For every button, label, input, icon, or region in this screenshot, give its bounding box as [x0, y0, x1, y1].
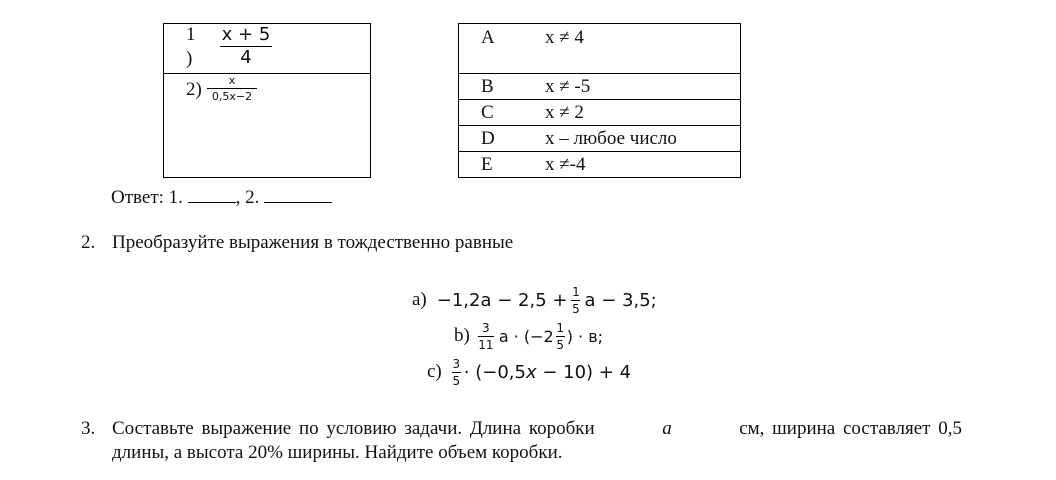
condition-letter: E [481, 154, 493, 175]
fraction-bar [207, 88, 257, 89]
expression-c-fraction [452, 358, 461, 387]
expression-b-post: ) · в; [566, 326, 604, 346]
fraction-denominator: 11 [478, 337, 494, 352]
expression-c [427, 354, 631, 390]
expression-c-post: − 10) + 4 [536, 361, 632, 383]
task-3-line-2: длины, а высота 20% ширины. Найдите объем коробки. [112, 442, 563, 463]
expression-a-fraction [571, 286, 580, 315]
fraction-bar [571, 300, 580, 301]
fraction-numerator: 3 [482, 320, 490, 335]
condition-text: x ≠ 4 [545, 27, 584, 48]
fraction-bar [452, 372, 461, 373]
task-3-text-b: см, ширина составляет 0,5 [739, 418, 962, 439]
expression-c-label: c) [427, 361, 442, 382]
fraction-denominator: 5 [556, 337, 565, 352]
expression-c-variable: x [525, 361, 537, 383]
condition-letter: A [481, 27, 495, 48]
task-2-number: 2. [81, 232, 96, 253]
expression-b-mid: a · (−2 [498, 326, 554, 346]
expression-2-number: 2) [186, 79, 202, 100]
condition-text: x ≠-4 [545, 154, 586, 175]
fraction-numerator: x + 5 [221, 24, 271, 45]
condition-letter: D [481, 128, 495, 149]
expression-1-fraction [220, 26, 272, 67]
condition-letter: C [481, 102, 494, 123]
condition-text: x ≠ 2 [545, 102, 584, 123]
expression-2-fraction [207, 75, 257, 102]
expression-c-mid: · (−0,5 [463, 361, 526, 383]
answer-blank-2[interactable] [264, 183, 332, 203]
expression-a-post: a − 3,5; [584, 289, 657, 311]
expression-b-label: b) [454, 325, 470, 346]
expression-b-fraction [478, 322, 494, 351]
answer-line [111, 183, 332, 209]
condition-letter: B [481, 76, 494, 97]
fraction-denominator: 0,5x−2 [211, 90, 253, 103]
task-2-title: Преобразуйте выражения в тождественно равные [112, 232, 514, 253]
expression-a [412, 283, 657, 317]
condition-text: x ≠ -5 [545, 76, 591, 97]
task-3-text-a: Составьте выражение по условию задачи. Длина коробки [112, 418, 595, 439]
task-3-variable: a [662, 418, 672, 439]
expression-a-pre: −1,2a − 2,5 + [436, 289, 568, 311]
fraction-bar [556, 336, 565, 337]
fraction-bar [478, 336, 494, 337]
fraction-numerator: 1 [572, 284, 580, 299]
expression-b-mixed-fraction [556, 322, 565, 351]
expression-1-paren: ) [186, 48, 193, 69]
answer-blank-1[interactable] [188, 183, 236, 203]
expression-b [454, 318, 603, 354]
expression-a-label: a) [412, 289, 427, 310]
fraction-denominator: 5 [572, 301, 580, 316]
answer-label: Ответ: 1. [111, 187, 183, 208]
task-3-number: 3. [81, 418, 96, 439]
fraction-denominator: 5 [452, 373, 461, 388]
fraction-numerator: x [228, 74, 236, 87]
answer-separator: , 2. [235, 187, 260, 208]
fraction-denominator: 4 [240, 47, 252, 68]
expression-1-number: 1 [186, 24, 196, 45]
fraction-numerator: 1 [556, 320, 565, 335]
condition-text: x – любое число [545, 128, 677, 149]
fraction-numerator: 3 [452, 356, 461, 371]
task-3-line-1 [112, 418, 962, 440]
